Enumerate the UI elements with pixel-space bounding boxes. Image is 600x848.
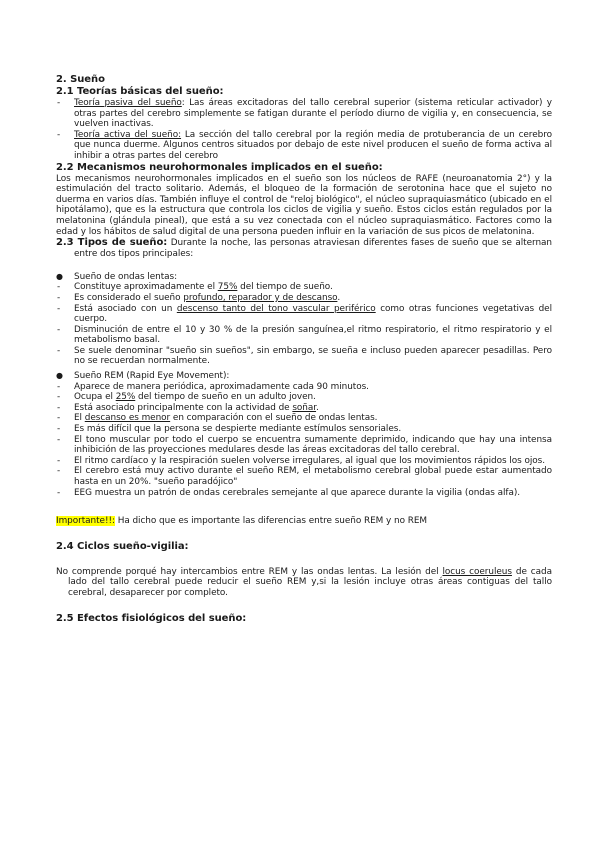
bullet-rem: ● Sueño REM (Rapid Eye Movement): — [56, 371, 552, 382]
list-item: - Es más difícil que la persona se despierte mediante estímulos sensoriales. — [56, 424, 552, 435]
ciclos-paragraph: No comprende porqué hay intercambios entre REM y las ondas lentas. La lesión del locus coeruleus de cada lado del tallo cerebral puede reducir el sueño REM y,si la lesión incluye otras áreas contiguas del tallo cerebral, desaparecer por completo. — [56, 566, 552, 598]
heading-ciclos: 2.4 Ciclos sueño-vigilia: — [56, 540, 189, 552]
list-item: - Está asociado con un descenso tanto del tono vascular periférico como otras funciones vegetativas del cuerpo. — [56, 304, 552, 325]
list-item: - Está asociado principalmente con la actividad de soñar. — [56, 403, 552, 414]
list-item: - El tono muscular por todo el cuerpo se encuentra sumamente deprimido, indicando que hay una intensa inhibición de las proyecciones medulares desde las áreas excitadoras del tallo cerebral. — [56, 435, 552, 456]
underlined-term: Teoría activa del sueño: — [74, 129, 182, 140]
heading-teorias: 2.1 Teorías básicas del sueño: — [56, 86, 224, 97]
list-item: - Teoría pasiva del sueño: Las áreas excitadoras del tallo cerebral superior (sistema reticular activador) y otras partes del cerebro simplemente se fatigan durante el período diurno de vigilia y, en consecuencia, se vuelven inactivas. — [56, 98, 552, 130]
rem-list — [56, 382, 552, 499]
list-item: - Se suele denominar "sueño sin sueños", sin embargo, se sueña e incluso pueden aparecer pesadillas. Pero no se recuerdan normalmente. — [56, 346, 552, 367]
list-item: - Teoría activa del sueño: La sección del tallo cerebral por la región media de protuberancia de un cerebro que nunca duerme. Algunos centros situados por debajo de este nivel producen el sueño de forma activa al inhibir a otras partes del cerebro — [56, 130, 552, 162]
heading-mecanismos: 2.2 Mecanismos neurohormonales implicados en el sueño: — [56, 161, 383, 173]
list-item: - Disminución de entre el 10 y 30 % de la presión sanguínea,el ritmo respiratorio, el ritmo respiratorio y el metabolismo basal. — [56, 325, 552, 346]
heading-efectos: 2.5 Efectos fisiológicos del sueño: — [56, 612, 247, 624]
heading-sueno: 2. Sueño — [56, 74, 105, 85]
list-item: - Aparece de manera periódica, aproximadamente cada 90 minutos. — [56, 382, 552, 393]
document-page — [56, 62, 552, 625]
underlined-term: Teoría pasiva del sueño — [74, 98, 182, 108]
list-item: - EEG muestra un patrón de ondas cerebrales semejante al que aparece durante la vigilia (ondas alfa). — [56, 488, 552, 499]
important-note: Importante!!: Ha dicho que es importante las diferencias entre sueño REM y no REM — [56, 516, 428, 527]
list-item: - Es considerado el sueño profundo, reparador y de descanso. — [56, 293, 552, 304]
bullet-ondas-lentas: ● Sueño de ondas lentas: — [56, 272, 552, 283]
list-item: - El ritmo cardíaco y la respiración suelen volverse irregulares, al igual que los movimientos rápidos los ojos. — [56, 456, 552, 467]
tipos-intro: 2.3 Tipos de sueño: Durante la noche, las personas atraviesan diferentes fases de sueño que se alternan entre dos tipos principales: — [56, 237, 552, 260]
list-item: - Ocupa el 25% del tiempo de sueño en un adulto joven. — [56, 392, 552, 403]
list-item: - El cerebro está muy activo durante el sueño REM, el metabolismo cerebral global puede estar aumentado hasta en un 20%. "sueño paradójico" — [56, 466, 552, 487]
teorias-list — [56, 98, 552, 162]
ondas-lentas-list — [56, 282, 552, 367]
list-item: - Constituye aproximadamente el 75% del tiempo de sueño. — [56, 282, 552, 293]
list-item: - El descanso es menor en comparación con el sueño de ondas lentas. — [56, 413, 552, 424]
highlight-label: Importante!!: — [56, 516, 115, 527]
mecanismos-paragraph: Los mecanismos neurohormonales implicados en el sueño son los núcleos de RAFE (neuroanatomia 2°) y la estimulación del tracto solitario. Además, el bloqueo de la formación de serotonina hace que el sujeto no duerma en varios días. También influye el control de "reloj biológico", el núcleo supraquiasmático (ubicado en el hipotálamo), que es la estructura que controla los ciclos de vigilia y sueño. Estos ciclos están regulados por la melatonina (glándula pineal), que está a su vez conectada con el núcleo supraquiasmático. Factores como la edad y los hábitos de salud digital de una persona pueden influir en la variación de sus picos de melatonina. — [56, 173, 552, 237]
